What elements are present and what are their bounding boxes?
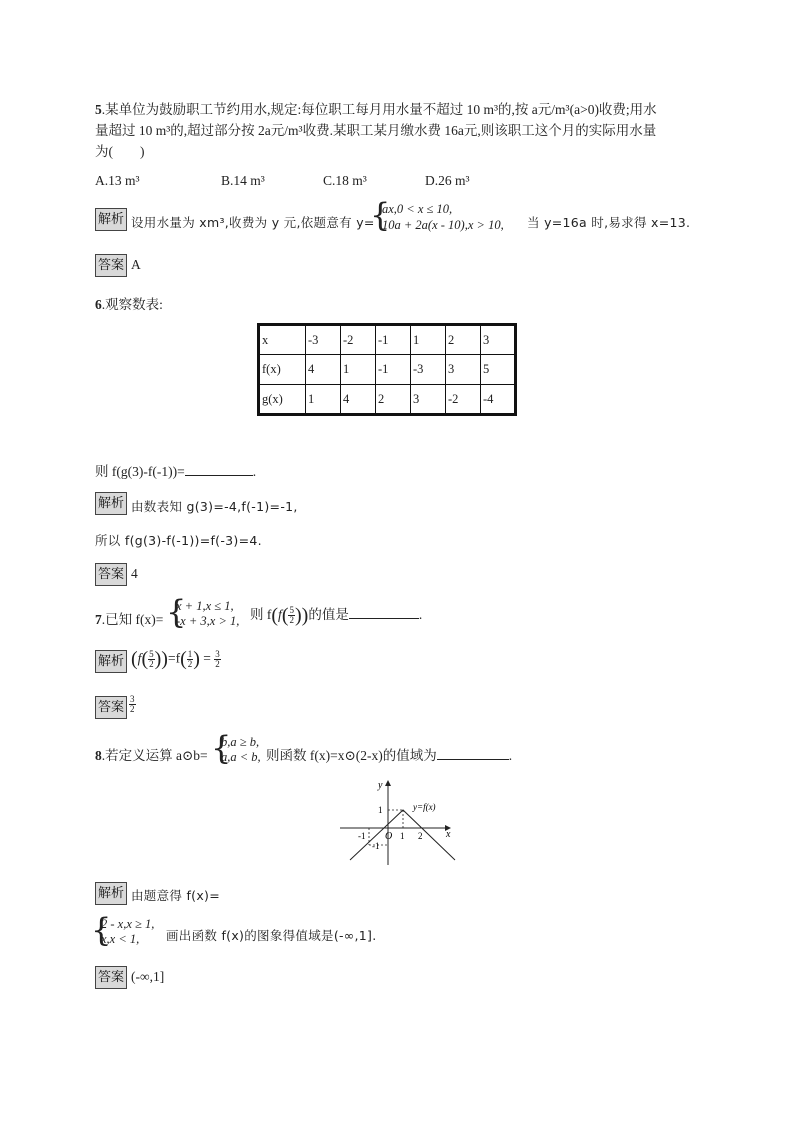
q7-brace: { [166,593,187,631]
answer-blank [185,463,253,476]
q7-stem-rest [250,603,422,627]
table-cell: -3 [306,325,341,355]
q8-case1: b,a ≥ b, [221,735,260,749]
q7-answer-tag: 答案 [95,696,127,719]
frac-num: 3 [130,694,135,704]
q8-post: 则函数 f(x)=x⊙(2-x)的值域为 [266,748,437,763]
q5-stem-line2: 量超过 10 m³的,超过部分按 2a元/m³收费.某职工某月缴水费 16a元,则该职工这个月的实际用水量 [95,123,657,138]
table-cell: -1 [376,355,411,385]
q6-stem [95,293,163,313]
q6-number: 6 [95,297,102,312]
q6-question-text: 则 f(g(3)-f(-1))= [95,464,185,479]
answer-blank [349,606,419,619]
q5-jiexi-text: 设用水量为 xm³,收费为 y 元,依题意有 y= [131,215,375,230]
table-cell: 1 [411,325,446,355]
q5-line1 [95,98,657,118]
paren-close: ) [154,648,162,670]
table-cell: x [259,325,306,355]
paren-open: ( [281,604,289,627]
table-cell: -4 [481,385,516,415]
q5-option-b: B.14 m³ [221,173,265,188]
q6-stem-text: .观察数表: [101,297,163,312]
q8-end: . [508,748,513,763]
table-row [259,325,516,355]
table-cell: -1 [376,325,411,355]
q7-jiexi-tag: 解析 [95,650,127,673]
tick-label-x: -1 [358,831,366,841]
q8-case2: a,a < b, [221,750,261,764]
table-cell: 1 [306,385,341,415]
q5-number: 5 [95,102,102,117]
q5-option-c: C.18 m³ [323,173,367,188]
q7-case2: -x + 3,x > 1, [176,614,240,628]
q5-jiexi-post: 当 y=16a 时,易求得 x=13. [527,215,691,230]
q8-jiexi-tag: 解析 [95,882,127,905]
answer-blank [437,747,509,760]
q7-post: 的值是 [308,607,349,622]
paren-close: ) [161,648,168,670]
frac-num: 1 [187,649,193,659]
q7-stem-pre: .已知 f(x)= [101,612,164,627]
q8-jiexi-text: 由题意得 f(x)= [131,888,220,903]
tick-label-x: 2 [418,831,423,841]
q8-number: 8 [95,748,102,763]
q8-stem-pre: .若定义运算 a⊙b= [101,748,208,763]
q5-option-a: A.13 m³ [95,173,140,188]
q7-end: . [418,607,423,622]
q7-number: 7 [95,612,102,627]
paren-close: ) [301,604,309,627]
tick-label-y: -1 [372,841,380,851]
q8-case1b: 2 - x,x ≥ 1, [101,917,155,931]
frac-num: 5 [149,649,154,659]
paren-open: ( [180,648,187,670]
frac-den: 2 [149,659,154,669]
q6-question [95,460,256,480]
q5-brace: { [370,196,391,234]
q8-answer-tag: 答案 [95,966,127,989]
frac-num: 3 [215,649,220,659]
table-cell: 4 [306,355,341,385]
table-row [259,355,516,385]
q5-answer: A [131,257,141,272]
q6-jiexi-tag: 解析 [95,492,127,515]
frac-den: 2 [289,615,294,626]
table-cell: 3 [446,355,481,385]
frac-num: 5 [289,605,294,616]
q8-brace-2: { [91,911,112,949]
function-graph [335,775,465,870]
q6-answer: 4 [131,566,138,581]
q8-jiexi-post: 画出函数 f(x)的图象得值域是(-∞,1]. [166,928,377,943]
tick-label-x: 1 [400,831,405,841]
frac-den: 2 [130,704,135,714]
table-cell: 2 [376,385,411,415]
table-cell: 2 [446,325,481,355]
table-cell: f(x) [259,355,306,385]
table-cell: -3 [411,355,446,385]
q8-answer: (-∞,1] [131,969,165,984]
frac-den: 2 [215,659,220,669]
curve-label: y=f(x) [413,802,436,812]
q7-eq2: = [203,650,211,666]
table-cell: 1 [341,355,376,385]
q8-case2b: x,x < 1, [101,932,140,946]
table-cell: 3 [411,385,446,415]
table-row [259,385,516,415]
paren-open: ( [271,604,279,627]
q7-jiexi-text [131,648,221,671]
q8-brace: { [211,729,232,767]
table-cell: g(x) [259,385,306,415]
paren-close: ) [294,604,302,627]
paren-close: ) [193,648,200,670]
q7-f-inner: f [137,650,142,666]
q6-question-end: . [252,464,257,479]
table-cell: 5 [481,355,516,385]
table-cell: 3 [481,325,516,355]
x-axis-label: x [446,829,451,840]
data-table [257,323,517,416]
q7-answer [129,695,136,714]
q6-answer-tag: 答案 [95,563,127,586]
q7-mid: 则 f [250,607,272,622]
q7-case1: x + 1,x ≤ 1, [176,599,234,613]
q5-case2: 10a + 2a(x - 10),x > 10, [382,218,504,232]
q6-jiexi-text2: 所以 f(g(3)-f(-1))=f(-3)=4. [95,533,262,548]
q5-option-d: D.26 m³ [425,173,470,188]
q6-jiexi-text: 由数表知 g(3)=-4,f(-1)=-1, [131,499,298,514]
paren-open: ( [141,648,149,670]
tick-label-y: 1 [378,805,383,815]
q5-answer-tag: 答案 [95,254,127,277]
q5-stem-line1: .某单位为鼓励职工节约用水,规定:每位职工每月用水量不超过 10 m³的,按 a元/m³(a>0)收费;用水 [101,102,657,117]
frac-den: 2 [187,659,193,669]
q7-eq1: =f [167,650,181,666]
table-cell: -2 [341,325,376,355]
q7-stem [95,608,163,628]
q5-case1: ax,0 < x ≤ 10, [382,202,453,216]
q5-stem-line3: 为( ) [95,144,145,159]
origin-label: O [385,831,393,842]
q5-jiexi-tag: 解析 [95,208,127,231]
q7-f-inner: f [278,607,282,622]
q8-stem [95,744,208,764]
table-cell: 4 [341,385,376,415]
q8-stem-rest [266,744,512,764]
fraction [214,650,221,669]
y-axis-label: y [378,780,383,791]
paren-open: ( [131,648,138,670]
table-cell: -2 [446,385,481,415]
